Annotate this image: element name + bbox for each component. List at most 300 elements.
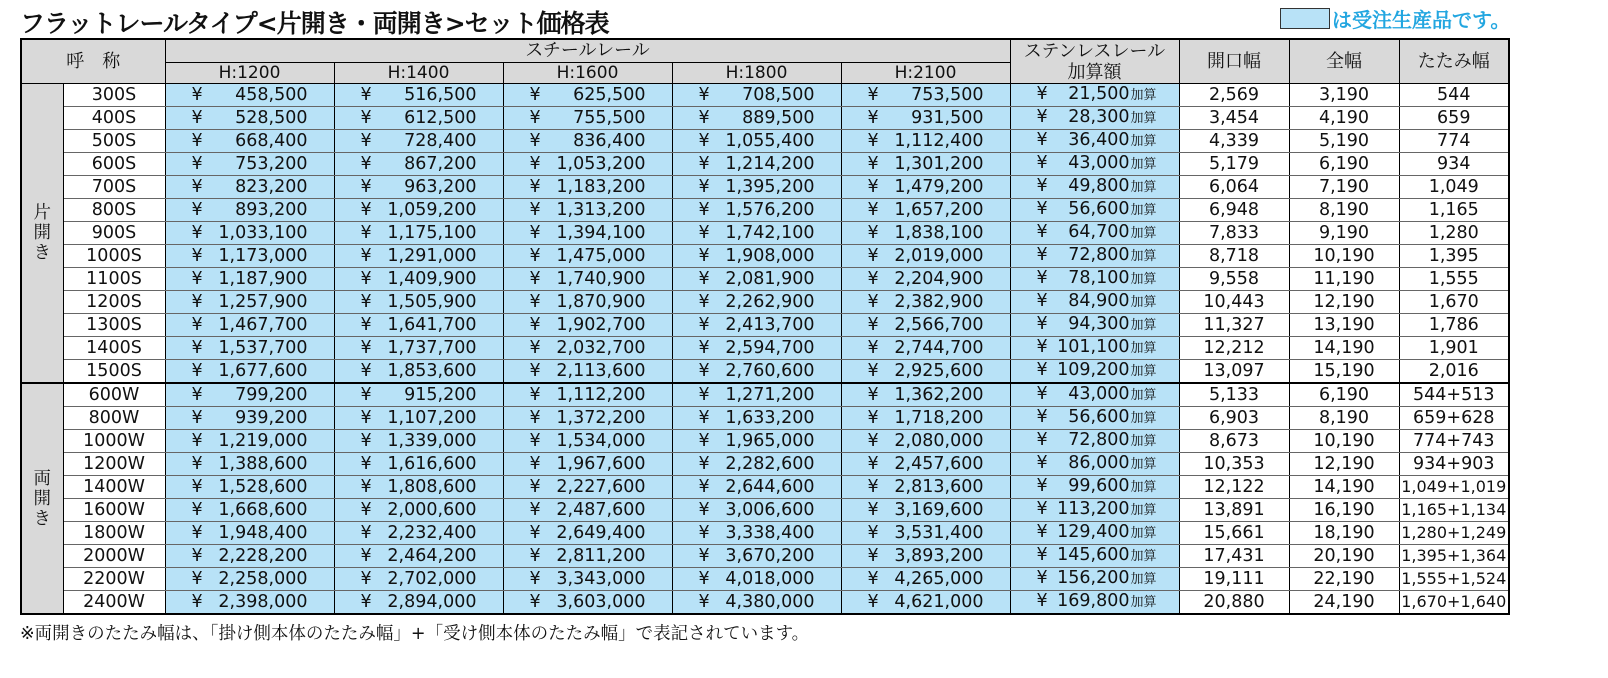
folded-width: 1,049 [1399,176,1509,199]
steel-price-cell [672,522,841,545]
price-value [166,523,334,543]
price-amount: 755,500 [573,108,646,128]
yen-symbol: ¥ [1036,268,1048,288]
steel-price-cell [334,222,503,245]
folded-width: 659 [1399,107,1509,130]
steel-price-cell [165,314,334,337]
steel-price-cell [841,522,1010,545]
steel-price-cell [672,453,841,476]
yen-symbol: ¥ [698,454,710,474]
price-value [504,523,672,543]
yen-symbol: ¥ [529,85,541,105]
steel-price-cell [165,245,334,268]
steel-price-cell [165,499,334,522]
model-name: 1100S [63,268,165,291]
price-value [673,85,841,105]
yen-symbol: ¥ [867,477,879,497]
steel-price-cell [672,407,841,430]
steel-price-cell [165,545,334,568]
price-amount: 753,200 [235,154,308,174]
table-row [21,268,1509,291]
yen-symbol: ¥ [191,477,203,497]
price-value [166,85,334,105]
yen-symbol: ¥ [1036,384,1048,404]
price-amount: 2,760,600 [725,361,815,381]
folded-width: 1,395+1,364 [1399,545,1509,568]
price-value [673,361,841,381]
steel-price-cell [503,199,672,222]
steel-price-cell [841,407,1010,430]
yen-symbol: ¥ [698,523,710,543]
folded-width: 544+513 [1399,383,1509,407]
kasan-label: 加算 [1130,134,1157,149]
price-value [673,177,841,197]
yen-symbol: ¥ [191,592,203,612]
folded-width: 659+628 [1399,407,1509,430]
yen-symbol: ¥ [1036,176,1048,196]
yen-symbol: ¥ [867,177,879,197]
price-amount: 3,893,200 [894,546,984,566]
yen-symbol: ¥ [698,546,710,566]
stainless-value [1011,407,1179,429]
yen-symbol: ¥ [698,177,710,197]
header-opening: 開口幅 [1179,39,1289,84]
price-value [335,546,503,566]
price-value [166,292,334,312]
yen-symbol: ¥ [360,223,372,243]
price-value [842,408,1010,428]
folded-width: 1,555+1,524 [1399,568,1509,591]
stainless-value [1011,245,1179,267]
steel-price-cell [334,314,503,337]
steel-price-cell [672,176,841,199]
yen-symbol: ¥ [1036,407,1048,427]
stainless-amount-wrap [1068,291,1156,313]
price-value [842,361,1010,381]
yen-symbol: ¥ [698,269,710,289]
steel-price-cell [841,199,1010,222]
price-amount: 2,594,700 [725,338,815,358]
price-value [335,361,503,381]
price-amount: 1,677,600 [218,361,308,381]
stainless-amount-wrap [1068,407,1156,429]
yen-symbol: ¥ [360,431,372,451]
price-amount: 4,380,000 [725,592,815,612]
yen-symbol: ¥ [529,477,541,497]
price-amount: 1,301,200 [894,154,984,174]
yen-symbol: ¥ [867,569,879,589]
total-width: 11,190 [1289,268,1399,291]
stainless-add-cell [1010,337,1179,360]
stainless-value [1011,222,1179,244]
kasan-label: 加算 [1130,318,1157,333]
yen-symbol: ¥ [1036,591,1048,611]
steel-price-cell [503,176,672,199]
stainless-add-cell [1010,522,1179,545]
price-value [842,292,1010,312]
price-value [166,500,334,520]
price-value [335,454,503,474]
steel-price-cell [165,291,334,314]
stainless-value [1011,384,1179,406]
yen-symbol: ¥ [867,592,879,612]
price-amount: 4,265,000 [894,569,984,589]
price-value [504,431,672,451]
price-value [842,569,1010,589]
stainless-amount-wrap [1057,591,1156,613]
price-value [166,361,334,381]
table-row [21,383,1509,407]
yen-symbol: ¥ [360,408,372,428]
price-amount: 1,033,100 [218,223,308,243]
model-name: 2400W [63,591,165,615]
price-value [335,431,503,451]
total-width: 14,190 [1289,476,1399,499]
kasan-label: 加算 [1130,480,1157,495]
price-amount: 1,505,900 [387,292,477,312]
yen-symbol: ¥ [529,131,541,151]
price-value [842,500,1010,520]
stainless-amount-wrap [1068,453,1156,475]
steel-price-cell [503,568,672,591]
model-name: 1400S [63,337,165,360]
yen-symbol: ¥ [191,569,203,589]
price-amount: 1,394,100 [556,223,646,243]
price-value [166,569,334,589]
steel-price-cell [841,107,1010,130]
price-amount: 458,500 [235,85,308,105]
price-amount: 2,282,600 [725,454,815,474]
page-title: フラットレールタイプ<片開き・両開き>セット価格表 [20,9,609,38]
yen-symbol: ¥ [529,569,541,589]
price-amount: 1,742,100 [725,223,815,243]
stainless-value [1011,153,1179,175]
kasan-label: 加算 [1130,249,1157,264]
price-amount: 1,479,200 [894,177,984,197]
header-height: H:1600 [503,63,672,84]
stainless-amount-wrap [1057,522,1156,544]
yen-symbol: ¥ [360,592,372,612]
steel-price-cell [334,107,503,130]
price-value [842,85,1010,105]
price-amount: 625,500 [573,85,646,105]
model-name: 1800W [63,522,165,545]
price-value [504,569,672,589]
opening-width: 19,111 [1179,568,1289,591]
price-value [842,546,1010,566]
price-amount: 1,173,000 [218,246,308,266]
steel-price-cell [165,430,334,453]
folded-width: 774 [1399,130,1509,153]
price-amount: 3,603,000 [556,592,646,612]
yen-symbol: ¥ [698,154,710,174]
table-row [21,476,1509,499]
total-width: 4,190 [1289,107,1399,130]
price-amount: 2,113,600 [556,361,646,381]
steel-price-cell [503,453,672,476]
price-value [842,592,1010,612]
steel-price-cell [503,407,672,430]
price-amount: 3,343,000 [556,569,646,589]
yen-symbol: ¥ [191,408,203,428]
yen-symbol: ¥ [867,108,879,128]
price-amount: 2,080,000 [894,431,984,451]
stainless-add-cell [1010,245,1179,268]
stainless-amount-wrap [1057,545,1156,567]
opening-width: 4,339 [1179,130,1289,153]
price-amount: 528,500 [235,108,308,128]
stainless-amount: 78,100 [1068,268,1130,288]
price-amount: 1,467,700 [218,315,308,335]
header-stainless-line1: ステンレスレール [1023,40,1166,62]
price-value [504,408,672,428]
price-amount: 1,967,600 [556,454,646,474]
yen-symbol: ¥ [191,246,203,266]
price-value [504,131,672,151]
steel-price-cell [165,476,334,499]
price-amount: 1,055,400 [725,131,815,151]
total-width: 6,190 [1289,153,1399,176]
yen-symbol: ¥ [867,385,879,405]
steel-price-cell [334,522,503,545]
opening-width: 20,880 [1179,591,1289,615]
steel-price-cell [165,199,334,222]
total-width: 16,190 [1289,499,1399,522]
price-amount: 4,018,000 [725,569,815,589]
folded-width: 774+743 [1399,430,1509,453]
yen-symbol: ¥ [1036,130,1048,150]
model-name: 1400W [63,476,165,499]
steel-price-cell [334,337,503,360]
total-width: 24,190 [1289,591,1399,615]
steel-price-cell [503,476,672,499]
steel-price-cell [165,522,334,545]
price-value [166,408,334,428]
price-value [335,500,503,520]
price-amount: 2,262,900 [725,292,815,312]
stainless-amount: 169,800 [1057,591,1130,611]
table-row [21,199,1509,222]
price-value [166,385,334,405]
yen-symbol: ¥ [529,592,541,612]
yen-symbol: ¥ [867,292,879,312]
price-value [166,477,334,497]
price-amount: 1,475,000 [556,246,646,266]
kasan-label: 加算 [1130,526,1157,541]
steel-price-cell [672,153,841,176]
steel-price-cell [503,245,672,268]
yen-symbol: ¥ [529,154,541,174]
yen-symbol: ¥ [1036,84,1048,104]
kasan-label: 加算 [1130,572,1157,587]
stainless-add-cell [1010,568,1179,591]
steel-price-cell [334,591,503,615]
total-width: 3,190 [1289,84,1399,107]
price-value [673,569,841,589]
price-value [504,361,672,381]
yen-symbol: ¥ [529,454,541,474]
yen-symbol: ¥ [529,338,541,358]
yen-symbol: ¥ [867,200,879,220]
steel-price-cell [672,222,841,245]
steel-price-cell [503,360,672,384]
yen-symbol: ¥ [1036,291,1048,311]
stainless-amount: 99,600 [1068,476,1130,496]
price-amount: 1,537,700 [218,338,308,358]
price-amount: 3,006,600 [725,500,815,520]
steel-price-cell [165,176,334,199]
yen-symbol: ¥ [698,246,710,266]
price-value [673,269,841,289]
price-amount: 2,457,600 [894,454,984,474]
steel-price-cell [334,199,503,222]
table-row [21,107,1509,130]
opening-width: 13,891 [1179,499,1289,522]
yen-symbol: ¥ [1036,245,1048,265]
steel-price-cell [841,291,1010,314]
price-amount: 2,081,900 [725,269,815,289]
stainless-add-cell [1010,499,1179,522]
steel-price-cell [503,383,672,407]
legend-swatch [1280,8,1330,29]
opening-width: 12,212 [1179,337,1289,360]
folded-width: 1,165+1,134 [1399,499,1509,522]
stainless-amount-wrap [1068,384,1156,406]
opening-width: 5,179 [1179,153,1289,176]
price-value [504,269,672,289]
price-amount: 1,313,200 [556,200,646,220]
yen-symbol: ¥ [529,269,541,289]
price-amount: 1,641,700 [387,315,477,335]
price-value [166,454,334,474]
steel-price-cell [165,453,334,476]
yen-symbol: ¥ [1036,568,1048,588]
steel-price-cell [334,453,503,476]
price-amount: 2,644,600 [725,477,815,497]
folded-width: 1,280 [1399,222,1509,245]
stainless-add-cell [1010,199,1179,222]
total-width: 9,190 [1289,222,1399,245]
kasan-label: 加算 [1130,88,1157,103]
footnote: ※両開きのたたみ幅は、「掛け側本体のたたみ幅」+「受け側本体のたたみ幅」で表記されています。 [20,624,810,644]
header-height: H:1200 [165,63,334,84]
opening-width: 5,133 [1179,383,1289,407]
group-label [21,84,63,384]
steel-price-cell [672,245,841,268]
price-value [504,385,672,405]
price-value [673,592,841,612]
group-label-text: 片開き [33,203,51,263]
price-value [673,131,841,151]
steel-price-cell [841,453,1010,476]
price-amount: 2,228,200 [218,546,308,566]
steel-price-cell [334,476,503,499]
price-amount: 799,200 [235,385,308,405]
steel-price-cell [503,314,672,337]
stainless-amount: 21,500 [1068,84,1130,104]
price-amount: 889,500 [742,108,815,128]
table-row [21,337,1509,360]
price-value [673,546,841,566]
price-value [504,338,672,358]
steel-price-cell [503,222,672,245]
yen-symbol: ¥ [529,431,541,451]
model-name: 1300S [63,314,165,337]
price-amount: 2,000,600 [387,500,477,520]
price-value [504,108,672,128]
yen-symbol: ¥ [191,223,203,243]
price-value [166,246,334,266]
yen-symbol: ¥ [529,408,541,428]
price-value [842,246,1010,266]
steel-price-cell [841,360,1010,384]
yen-symbol: ¥ [529,315,541,335]
total-width: 13,190 [1289,314,1399,337]
price-amount: 1,107,200 [387,408,477,428]
stainless-amount: 84,900 [1068,291,1130,311]
total-width: 12,190 [1289,291,1399,314]
total-width: 22,190 [1289,568,1399,591]
yen-symbol: ¥ [698,592,710,612]
price-amount: 1,362,200 [894,385,984,405]
yen-symbol: ¥ [529,177,541,197]
price-amount: 2,398,000 [218,592,308,612]
price-value [335,523,503,543]
table-row [21,591,1509,615]
opening-width: 13,097 [1179,360,1289,384]
price-amount: 1,372,200 [556,408,646,428]
stainless-value [1011,453,1179,475]
folded-width: 544 [1399,84,1509,107]
total-width: 7,190 [1289,176,1399,199]
price-amount: 1,616,600 [387,454,477,474]
total-width: 20,190 [1289,545,1399,568]
stainless-value [1011,522,1179,544]
model-name: 900S [63,222,165,245]
header-stainless [1010,39,1179,84]
yen-symbol: ¥ [1036,222,1048,242]
total-width: 18,190 [1289,522,1399,545]
price-value [166,131,334,151]
steel-price-cell [334,430,503,453]
yen-symbol: ¥ [698,131,710,151]
stainless-amount-wrap [1068,268,1156,290]
price-amount: 1,902,700 [556,315,646,335]
opening-width: 8,718 [1179,245,1289,268]
steel-price-cell [672,476,841,499]
price-value [842,269,1010,289]
price-table [20,38,1510,615]
price-amount: 1,214,200 [725,154,815,174]
stainless-amount: 56,600 [1068,407,1130,427]
stainless-amount-wrap [1068,430,1156,452]
steel-price-cell [334,407,503,430]
price-value [673,292,841,312]
yen-symbol: ¥ [698,223,710,243]
price-value [673,431,841,451]
price-value [673,500,841,520]
yen-symbol: ¥ [1036,499,1048,519]
stainless-value [1011,476,1179,498]
model-name: 500S [63,130,165,153]
price-value [673,454,841,474]
price-amount: 1,534,000 [556,431,646,451]
steel-price-cell [165,268,334,291]
yen-symbol: ¥ [360,269,372,289]
steel-price-cell [334,176,503,199]
price-value [504,500,672,520]
steel-price-cell [165,153,334,176]
